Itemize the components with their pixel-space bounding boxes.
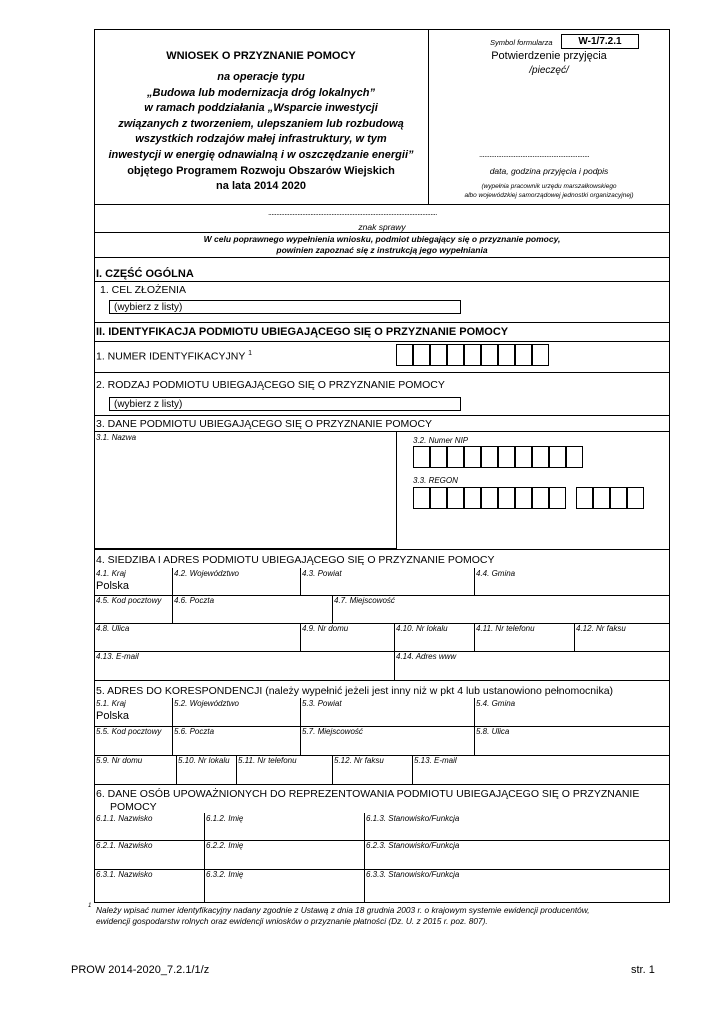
digit-cell[interactable] xyxy=(447,446,464,468)
persons-title-line2: POMOCY xyxy=(110,801,157,813)
person-surname-label: 6.2.1. Nazwisko xyxy=(96,841,153,850)
grid-col-line xyxy=(474,726,475,755)
regon-label: 3.3. REGON xyxy=(413,476,458,485)
digit-cell[interactable] xyxy=(610,487,627,509)
grid-col-line xyxy=(574,623,575,651)
corr-flat-label: 5.10. Nr lokalu xyxy=(178,756,230,765)
digit-cell[interactable] xyxy=(566,446,583,468)
grid-col-line xyxy=(474,568,475,595)
digit-cell[interactable] xyxy=(413,446,430,468)
corr-county-label: 5.3. Powiat xyxy=(302,699,342,708)
note-line: (wypełnia pracownik urzędu marszałkowskiego xyxy=(481,183,617,190)
flat-label: 4.10. Nr lokalu xyxy=(396,624,448,633)
corr-town-label: 5.7. Miejscowość xyxy=(302,727,363,736)
id-label xyxy=(96,350,252,363)
person-surname-label: 6.3.1. Nazwisko xyxy=(96,870,153,879)
digit-cell[interactable] xyxy=(481,344,498,366)
phone-label: 4.11. Nr telefonu xyxy=(476,624,535,633)
corr-country-value[interactable]: Polska xyxy=(96,710,130,722)
part2-top-line xyxy=(94,322,670,323)
grid-col-line xyxy=(172,726,173,755)
person-name-label: 6.1.2. Imię xyxy=(206,814,244,823)
commune-label: 4.4. Gmina xyxy=(476,569,516,578)
data-label: 3. DANE PODMIOTU UBIEGAJĄCEGO SIĘ O PRZYZNANIE POMOCY xyxy=(96,418,433,430)
digit-cell[interactable] xyxy=(515,344,532,366)
digit-cell[interactable] xyxy=(430,344,447,366)
grid-col-line xyxy=(332,755,333,784)
grid-col-line xyxy=(474,698,475,726)
sec5-top-line xyxy=(94,680,670,681)
subtitle-line: inwestycji w energię odnawialną i w oszczędzanie energii” xyxy=(108,148,414,161)
part2-title-line xyxy=(94,341,670,342)
footnote-mark: 1 xyxy=(88,903,92,909)
digit-cell[interactable] xyxy=(593,487,610,509)
digit-cell[interactable] xyxy=(576,487,593,509)
regon-ext-cells[interactable] xyxy=(576,487,644,509)
note-line: albo wojewódzkiej samorządowej jednostki organizacyjnej) xyxy=(464,192,634,199)
grid-col-line xyxy=(364,840,365,869)
digit-cell[interactable] xyxy=(498,487,515,509)
signature-dots: ................................................................ xyxy=(479,150,590,159)
symbol-value: W-1/7.2.1 xyxy=(561,34,639,49)
digit-cell[interactable] xyxy=(430,487,447,509)
corr-postcode-label: 5.5. Kod pocztowy xyxy=(96,727,162,736)
digit-cell[interactable] xyxy=(515,446,532,468)
case-label: znak sprawy xyxy=(358,222,406,232)
case-bottom-line xyxy=(94,232,670,233)
corr-email-label: 5.13. E-mail xyxy=(414,756,457,765)
digit-cell[interactable] xyxy=(430,446,447,468)
footer-page: str. 1 xyxy=(631,964,655,976)
person-surname-label: 6.1.1. Nazwisko xyxy=(96,814,153,823)
footnote-line: ewidencji gospodarstw rolnych oraz ewidencji wniosków o przyznanie płatności (Dz. U. z 2015 r. poz. 807). xyxy=(96,916,488,926)
form-title: WNIOSEK O PRZYZNANIE POMOCY xyxy=(166,50,356,62)
street-label: 4.8. Ulica xyxy=(96,624,130,633)
person-position-label: 6.2.3. Stanowisko/Funkcja xyxy=(366,841,460,850)
subtitle-line: w ramach poddziałania „Wsparcie inwestycji xyxy=(144,102,378,115)
name-label: 3.1. Nazwa xyxy=(96,433,137,442)
digit-cell[interactable] xyxy=(481,446,498,468)
grid-col-line xyxy=(204,813,205,840)
digit-cell[interactable] xyxy=(413,344,430,366)
grid-col-line xyxy=(172,698,173,726)
digit-cell[interactable] xyxy=(532,446,549,468)
grid-col-line xyxy=(332,595,333,623)
grid-row-line xyxy=(94,651,670,652)
id-bottom-line xyxy=(94,372,670,373)
subtitle-line: na operacje typu xyxy=(217,71,305,83)
grid-col-line xyxy=(176,755,177,784)
goal-select[interactable]: (wybierz z listy) xyxy=(109,300,461,314)
fax-label: 4.12. Nr faksu xyxy=(576,624,626,633)
goal-label: 1. CEL ZŁOŻENIA xyxy=(100,284,186,296)
sec4-top-line xyxy=(94,549,670,550)
corr-commune-label: 5.4. Gmina xyxy=(476,699,516,708)
person-name-label: 6.3.2. Imię xyxy=(206,870,244,879)
subtitle-line: wszystkich rodzajów małej infrastruktury, w tym xyxy=(135,133,387,146)
post-label: 4.6. Poczta xyxy=(174,596,215,605)
nip-cells[interactable] xyxy=(413,446,583,468)
type-select[interactable]: (wybierz z listy) xyxy=(109,397,461,411)
program-name xyxy=(94,164,428,194)
grid-col-line xyxy=(474,623,475,651)
digit-cell[interactable] xyxy=(464,446,481,468)
grid-col-line xyxy=(300,623,301,651)
postcode-label: 4.5. Kod pocztowy xyxy=(96,596,162,605)
corr-phone-label: 5.11. Nr telefonu xyxy=(238,756,297,765)
email-label: 4.13. E-mail xyxy=(96,652,139,661)
regon-cells[interactable] xyxy=(413,487,566,509)
corr-grid xyxy=(94,698,670,784)
grid-col-line xyxy=(394,651,395,680)
corr-fax-label: 5.12. Nr faksu xyxy=(334,756,384,765)
digit-cell[interactable] xyxy=(447,487,464,509)
country-value[interactable]: Polska xyxy=(96,580,130,592)
id-number-cells[interactable] xyxy=(396,344,549,366)
corr-post-label: 5.6. Poczta xyxy=(174,727,215,736)
part2-title: II. IDENTYFIKACJA PODMIOTU UBIEGAJĄCEGO SIĘ O PRZYZNANIE POMOCY xyxy=(96,326,509,338)
instruction-line: W celu poprawnego wypełnienia wniosku, podmiot ubiegający się o przyznanie pomocy, xyxy=(203,234,561,244)
grid-col-line xyxy=(236,755,237,784)
part1-title: I. CZĘŚĆ OGÓLNA xyxy=(96,268,194,280)
type-label: 2. RODZAJ PODMIOTU UBIEGAJĄCEGO SIĘ O PRZYZNANIE POMOCY xyxy=(96,379,445,391)
grid-col-line xyxy=(204,869,205,903)
footnote-line: Należy wpisać numer identyfikacyjny nadany zgodnie z Ustawą z dnia 18 grudnia 2003 r. o krajowym systemie ewidencji producentów, xyxy=(96,905,590,915)
nip-label: 3.2. Numer NIP xyxy=(413,436,469,445)
digit-cell[interactable] xyxy=(396,344,413,366)
corr-title: 5. ADRES DO KORESPONDENCJI (należy wypełnić jeżeli jest inny niż w pkt 4 lub ustanowiono pełnomocnika) xyxy=(96,685,614,697)
program-line: objętego Programem Rozwoju Obszarów Wiejskich xyxy=(127,165,395,177)
digit-cell[interactable] xyxy=(498,344,515,366)
house-label: 4.9. Nr domu xyxy=(302,624,349,633)
county-label: 4.3. Powiat xyxy=(302,569,342,578)
grid-col-line xyxy=(204,840,205,869)
digit-cell[interactable] xyxy=(447,344,464,366)
digit-cell[interactable] xyxy=(515,487,532,509)
grid-col-line xyxy=(172,595,173,623)
instruction-line: powinien zapoznać się z instrukcją jego wypełniania xyxy=(276,245,488,255)
sec6-top-line xyxy=(94,784,670,785)
corr-house-label: 5.9. Nr domu xyxy=(96,756,143,765)
type-bottom-line xyxy=(94,415,670,416)
id-footnote-mark: 1 xyxy=(248,350,252,357)
subtitle-line: związanych z tworzeniem, ulepszaniem lub rozbudową xyxy=(118,117,404,130)
corr-country-label: 5.1. Kraj xyxy=(96,699,126,708)
form-subtitle xyxy=(94,70,428,164)
grid-col-line xyxy=(364,869,365,903)
corr-street-label: 5.8. Ulica xyxy=(476,727,510,736)
grid-col-line xyxy=(412,755,413,784)
voivodeship-label: 4.2. Województwo xyxy=(174,569,239,578)
digit-cell[interactable] xyxy=(464,487,481,509)
person-position-label: 6.3.3. Stanowisko/Funkcja xyxy=(366,870,460,879)
digit-cell[interactable] xyxy=(532,487,549,509)
address-title: 4. SIEDZIBA I ADRES PODMIOTU UBIEGAJĄCEGO SIĘ O PRZYZNANIE POMOCY xyxy=(96,554,495,566)
address-grid xyxy=(94,568,670,680)
www-label: 4.14. Adres www xyxy=(396,652,457,661)
person-position-label: 6.1.3. Stanowisko/Funkcja xyxy=(366,814,460,823)
id-label-text: 1. NUMER IDENTYFIKACYJNY xyxy=(96,350,246,363)
case-dots: ........................................................................................................ xyxy=(268,208,437,217)
footer-code: PROW 2014-2020_7.2.1/1/z xyxy=(71,964,210,976)
digit-cell[interactable] xyxy=(532,344,549,366)
date-label: data, godzina przyjęcia i podpis xyxy=(489,166,609,176)
instruction-bottom-line xyxy=(94,257,670,258)
grid-col-line xyxy=(394,623,395,651)
country-label: 4.1. Kraj xyxy=(96,569,126,578)
symbol-label: Symbol formularza xyxy=(490,38,553,47)
stamp-label: /pieczęć/ xyxy=(529,65,569,76)
persons-title-line1: 6. DANE OSÓB UPOWAŻNIONYCH DO REPREZENTOWANIA PODMIOTU UBIEGAJĄCEGO SIĘ O PRZYZNANIE xyxy=(96,788,640,800)
town-label: 4.7. Miejscowość xyxy=(334,596,395,605)
part1-line xyxy=(94,281,670,282)
grid-col-line xyxy=(300,698,301,726)
confirm-label: Potwierdzenie przyjęcia xyxy=(491,50,607,62)
name-field[interactable] xyxy=(94,431,397,549)
grid-col-line xyxy=(300,568,301,595)
grid-col-line xyxy=(172,568,173,595)
subtitle-line: „Budowa lub modernizacja dróg lokalnych” xyxy=(147,86,375,99)
digit-cell[interactable] xyxy=(464,344,481,366)
digit-cell[interactable] xyxy=(549,487,566,509)
digit-cell[interactable] xyxy=(549,446,566,468)
person-name-label: 6.2.2. Imię xyxy=(206,841,244,850)
header-bottom-line xyxy=(94,204,670,205)
digit-cell[interactable] xyxy=(413,487,430,509)
digit-cell[interactable] xyxy=(481,487,498,509)
grid-col-line xyxy=(364,813,365,840)
program-line: na lata 2014 2020 xyxy=(216,180,306,192)
digit-cell[interactable] xyxy=(498,446,515,468)
corr-voivodeship-label: 5.2. Województwo xyxy=(174,699,239,708)
grid-col-line xyxy=(300,726,301,755)
persons-grid xyxy=(94,813,670,903)
digit-cell[interactable] xyxy=(627,487,644,509)
